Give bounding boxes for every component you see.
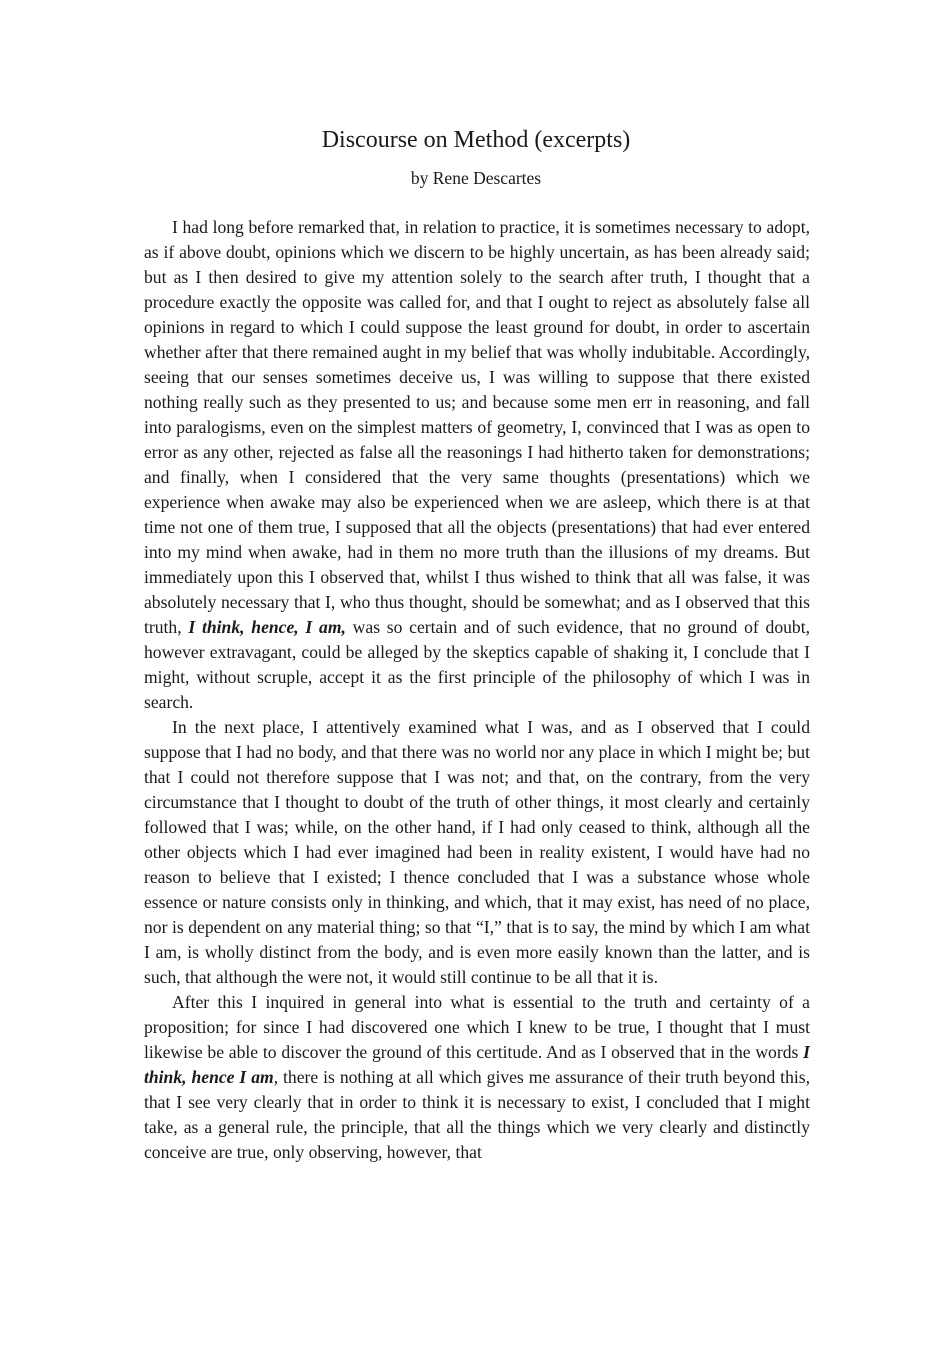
paragraph-1-text-a: I had long before remarked that, in relation to practice, it is sometimes necessary to adopt, as if above doubt, opinions which we discern to be highly uncertain, as has been already said; but as I then desired to give my attention solely to the search after truth, I thought that a procedure exactly the opposite was called for, and that I ought to reject as absolutely false all opinions in regard to which I could suppose the least ground for doubt, in order to ascertain whether after that there remained aught in my belief that was wholly indubitable. Accordingly, seeing that our senses sometimes deceive us, I was willing to suppose that there existed nothing really such as they presented to us; and because some men err in reasoning, and fall into paralogisms, even on the simplest matters of geometry, I, convinced that I was as open to error as any other, rejected as false all the reasonings I had hitherto taken for demonstrations; and finally, when I considered that the very same thoughts (presentations) which we experience when awake may also be experienced when we are asleep, which there is at that time not one of them true, I supposed that all the objects (presentations) that had ever entered into my mind when awake, had in them no more truth than the illusions of my dreams. But immediately upon this I observed that, whilst I thus wished to think that all was false, it was absolutely necessary that I, who thus thought, should be somewhat; and as I observed that this truth, <box>144 217 810 637</box>
document-author: by Rene Descartes <box>410 168 542 188</box>
paragraph-1-text-b: was so certain and of such evidence, that no ground of doubt, however extravagant, could be alleged by the skeptics capable of shaking it, I conclude that I might, without scruple, accept it as the first principle of the philosophy of which I was in search. <box>144 617 810 712</box>
paragraph-1 <box>144 215 810 715</box>
paragraph-2: In the next place, I attentively examined what I was, and as I observed that I could suppose that I had no body, and that there was no world nor any place in which I might be; but that I could not therefore suppose that I was not; and that, on the contrary, from the very circumstance that I thought to doubt of the truth of other things, it most clearly and certainly followed that I was; while, on the other hand, if I had only ceased to think, although all the other objects which I had ever imagined had been in reality existent, I would have had no reason to believe that I existed; I thence concluded that I was a substance whose whole essence or nature consists only in thinking, and which, that it may exist, has need of no place, nor is dependent on any material thing; so that “I,” that is to say, the mind by which I am what I am, is wholly distinct from the body, and is even more easily known than the latter, and is such, that although the were not, it would still continue to be all that it is. <box>144 717 810 987</box>
document-body <box>144 215 810 1165</box>
paragraph-1-emphasis: I think, hence, I am, <box>188 617 346 637</box>
paragraph-3-text-b: , there is nothing at all which gives me assurance of their truth beyond this, that I see very clearly that in order to think it is necessary to exist, I concluded that I might take, as a general rule, the principle, that all the things which we very clearly and distinctly conceive are true, only observing, however, that <box>144 1067 810 1162</box>
document-title: Discourse on Method (excerpts) <box>321 127 631 153</box>
paragraph-3 <box>144 990 810 1165</box>
paragraph-3-emphasis: I think, hence I am <box>144 1042 810 1087</box>
paragraph-3-text-a: After this I inquired in general into what is essential to the truth and certainty of a proposition; for since I had discovered one which I knew to be true, I thought that I must likewise be able to discover the ground of this certitude. And as I observed that in the words <box>144 992 810 1062</box>
